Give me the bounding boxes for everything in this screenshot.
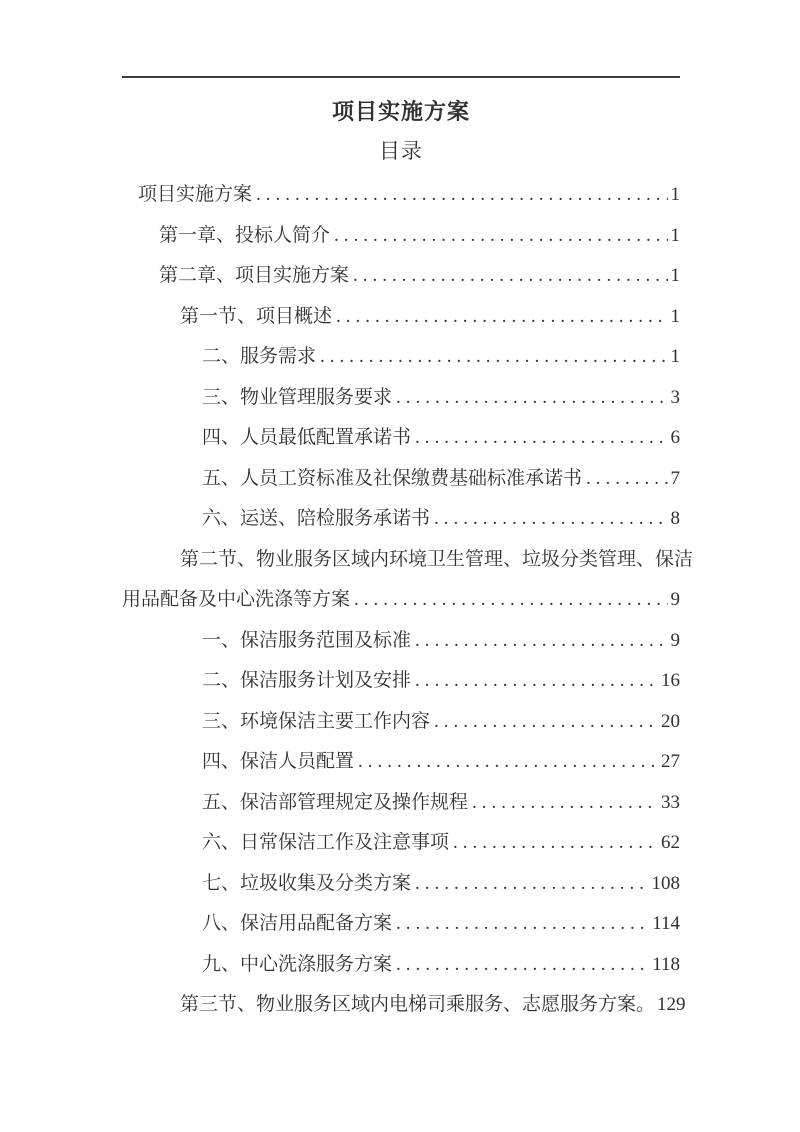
toc-page-number: 108 — [651, 872, 680, 894]
toc-entry — [122, 904, 680, 945]
toc-page-number: 16 — [661, 670, 680, 691]
header-rule — [122, 76, 680, 78]
toc-entry — [122, 985, 686, 1026]
toc-entry — [122, 945, 680, 986]
toc-entry-text: 七、垃圾收集及分类方案 — [202, 872, 412, 894]
toc-list — [122, 175, 694, 1026]
toc-entry — [122, 297, 680, 338]
toc-entry-text: 三、物业管理服务要求 — [202, 386, 393, 408]
toc-entry-text: 项目实施方案 — [138, 184, 253, 205]
dot-leader — [353, 256, 667, 297]
toc-entry-text: 四、保洁人员配置 — [202, 751, 355, 772]
dot-leader — [320, 337, 667, 378]
toc-page-number: 27 — [661, 751, 680, 772]
toc-page-number: 7 — [670, 467, 680, 489]
document-title: 项目实施方案 — [331, 99, 470, 124]
toc-page-number: 9 — [670, 589, 680, 610]
toc-entry-text: 六、运送、陪检服务承诺书 — [202, 508, 431, 529]
toc-page-number: 1 — [670, 346, 680, 367]
toc-entry — [122, 742, 680, 783]
toc-page-number: 1 — [670, 224, 680, 246]
toc-entry — [122, 823, 680, 864]
toc-page-number: 114 — [652, 913, 680, 934]
toc-entry-text: 用品配备及中心洗涤等方案 — [122, 589, 351, 610]
toc-entry-text: 六、日常保洁工作及注意事项 — [202, 832, 450, 853]
toc-entry-text: 九、中心洗涤服务方案 — [202, 953, 393, 975]
toc-entry — [122, 864, 680, 905]
toc-entry — [122, 621, 680, 662]
toc-entry — [122, 540, 694, 581]
toc-page-number: 20 — [661, 710, 680, 732]
toc-entry — [122, 580, 680, 621]
toc-entry — [122, 459, 680, 500]
toc-page-number: 62 — [661, 832, 680, 853]
toc-entry — [122, 661, 680, 702]
toc-entry — [122, 256, 680, 297]
toc-entry-text: 第一节、项目概述 — [180, 305, 333, 327]
toc-entry — [122, 783, 680, 824]
dot-leader — [415, 621, 667, 662]
toc-entry — [122, 418, 680, 459]
toc-entry-text: 三、环境保洁主要工作内容 — [202, 710, 431, 732]
toc-page-number: 1 — [670, 305, 680, 327]
toc-entry-text: 第二节、物业服务区域内环境卫生管理、垃圾分类管理、保洁 — [180, 548, 694, 570]
toc-entry-text: 二、保洁服务计划及安排 — [202, 670, 412, 691]
dot-leader — [396, 945, 649, 986]
toc-page-number: 9 — [670, 629, 680, 651]
dot-leader — [415, 864, 648, 905]
toc-entry — [122, 702, 680, 743]
dot-leader — [434, 499, 667, 540]
dot-leader — [453, 823, 658, 864]
dot-leader — [434, 702, 658, 743]
page-content — [122, 76, 694, 1026]
toc-page-number: 33 — [661, 791, 680, 813]
toc-entry — [122, 337, 680, 378]
toc-page-number: 8 — [670, 508, 680, 529]
toc-entry-text: 五、保洁部管理规定及操作规程 — [202, 791, 469, 813]
toc-entry-text: 一、保洁服务范围及标准 — [202, 629, 412, 651]
toc-heading: 目录 — [379, 139, 423, 163]
toc-page-number: 1 — [670, 265, 680, 286]
dot-leader — [415, 418, 667, 459]
toc-entry-text: 第三节、物业服务区域内电梯司乘服务、志愿服务方案。 — [180, 994, 656, 1015]
dot-leader — [354, 580, 667, 621]
toc-page-number: 1 — [670, 184, 680, 205]
dot-leader — [256, 175, 667, 216]
toc-page-number: 6 — [670, 427, 680, 448]
toc-entry-text: 二、服务需求 — [202, 346, 317, 367]
toc-page-number: 3 — [670, 386, 680, 408]
toc-entry — [122, 378, 680, 419]
toc-entry-text: 四、人员最低配置承诺书 — [202, 427, 412, 448]
toc-entry — [122, 216, 680, 257]
dot-leader — [586, 459, 667, 500]
toc-entry — [122, 499, 680, 540]
dot-leader — [334, 216, 667, 257]
toc-page-number: 129 — [657, 994, 686, 1015]
toc-entry-text: 第二章、项目实施方案 — [159, 265, 350, 286]
dot-leader — [336, 297, 667, 338]
dot-leader — [396, 904, 649, 945]
dot-leader — [472, 783, 658, 824]
toc-entry — [122, 175, 680, 216]
dot-leader — [358, 742, 658, 783]
toc-entry-text: 八、保洁用品配备方案 — [202, 913, 393, 934]
toc-page-number: 118 — [652, 953, 680, 975]
dot-leader — [415, 661, 658, 702]
toc-entry-text: 五、人员工资标准及社保缴费基础标准承诺书 — [202, 467, 583, 489]
toc-entry-text: 第一章、投标人简介 — [159, 224, 331, 246]
dot-leader — [396, 378, 667, 419]
